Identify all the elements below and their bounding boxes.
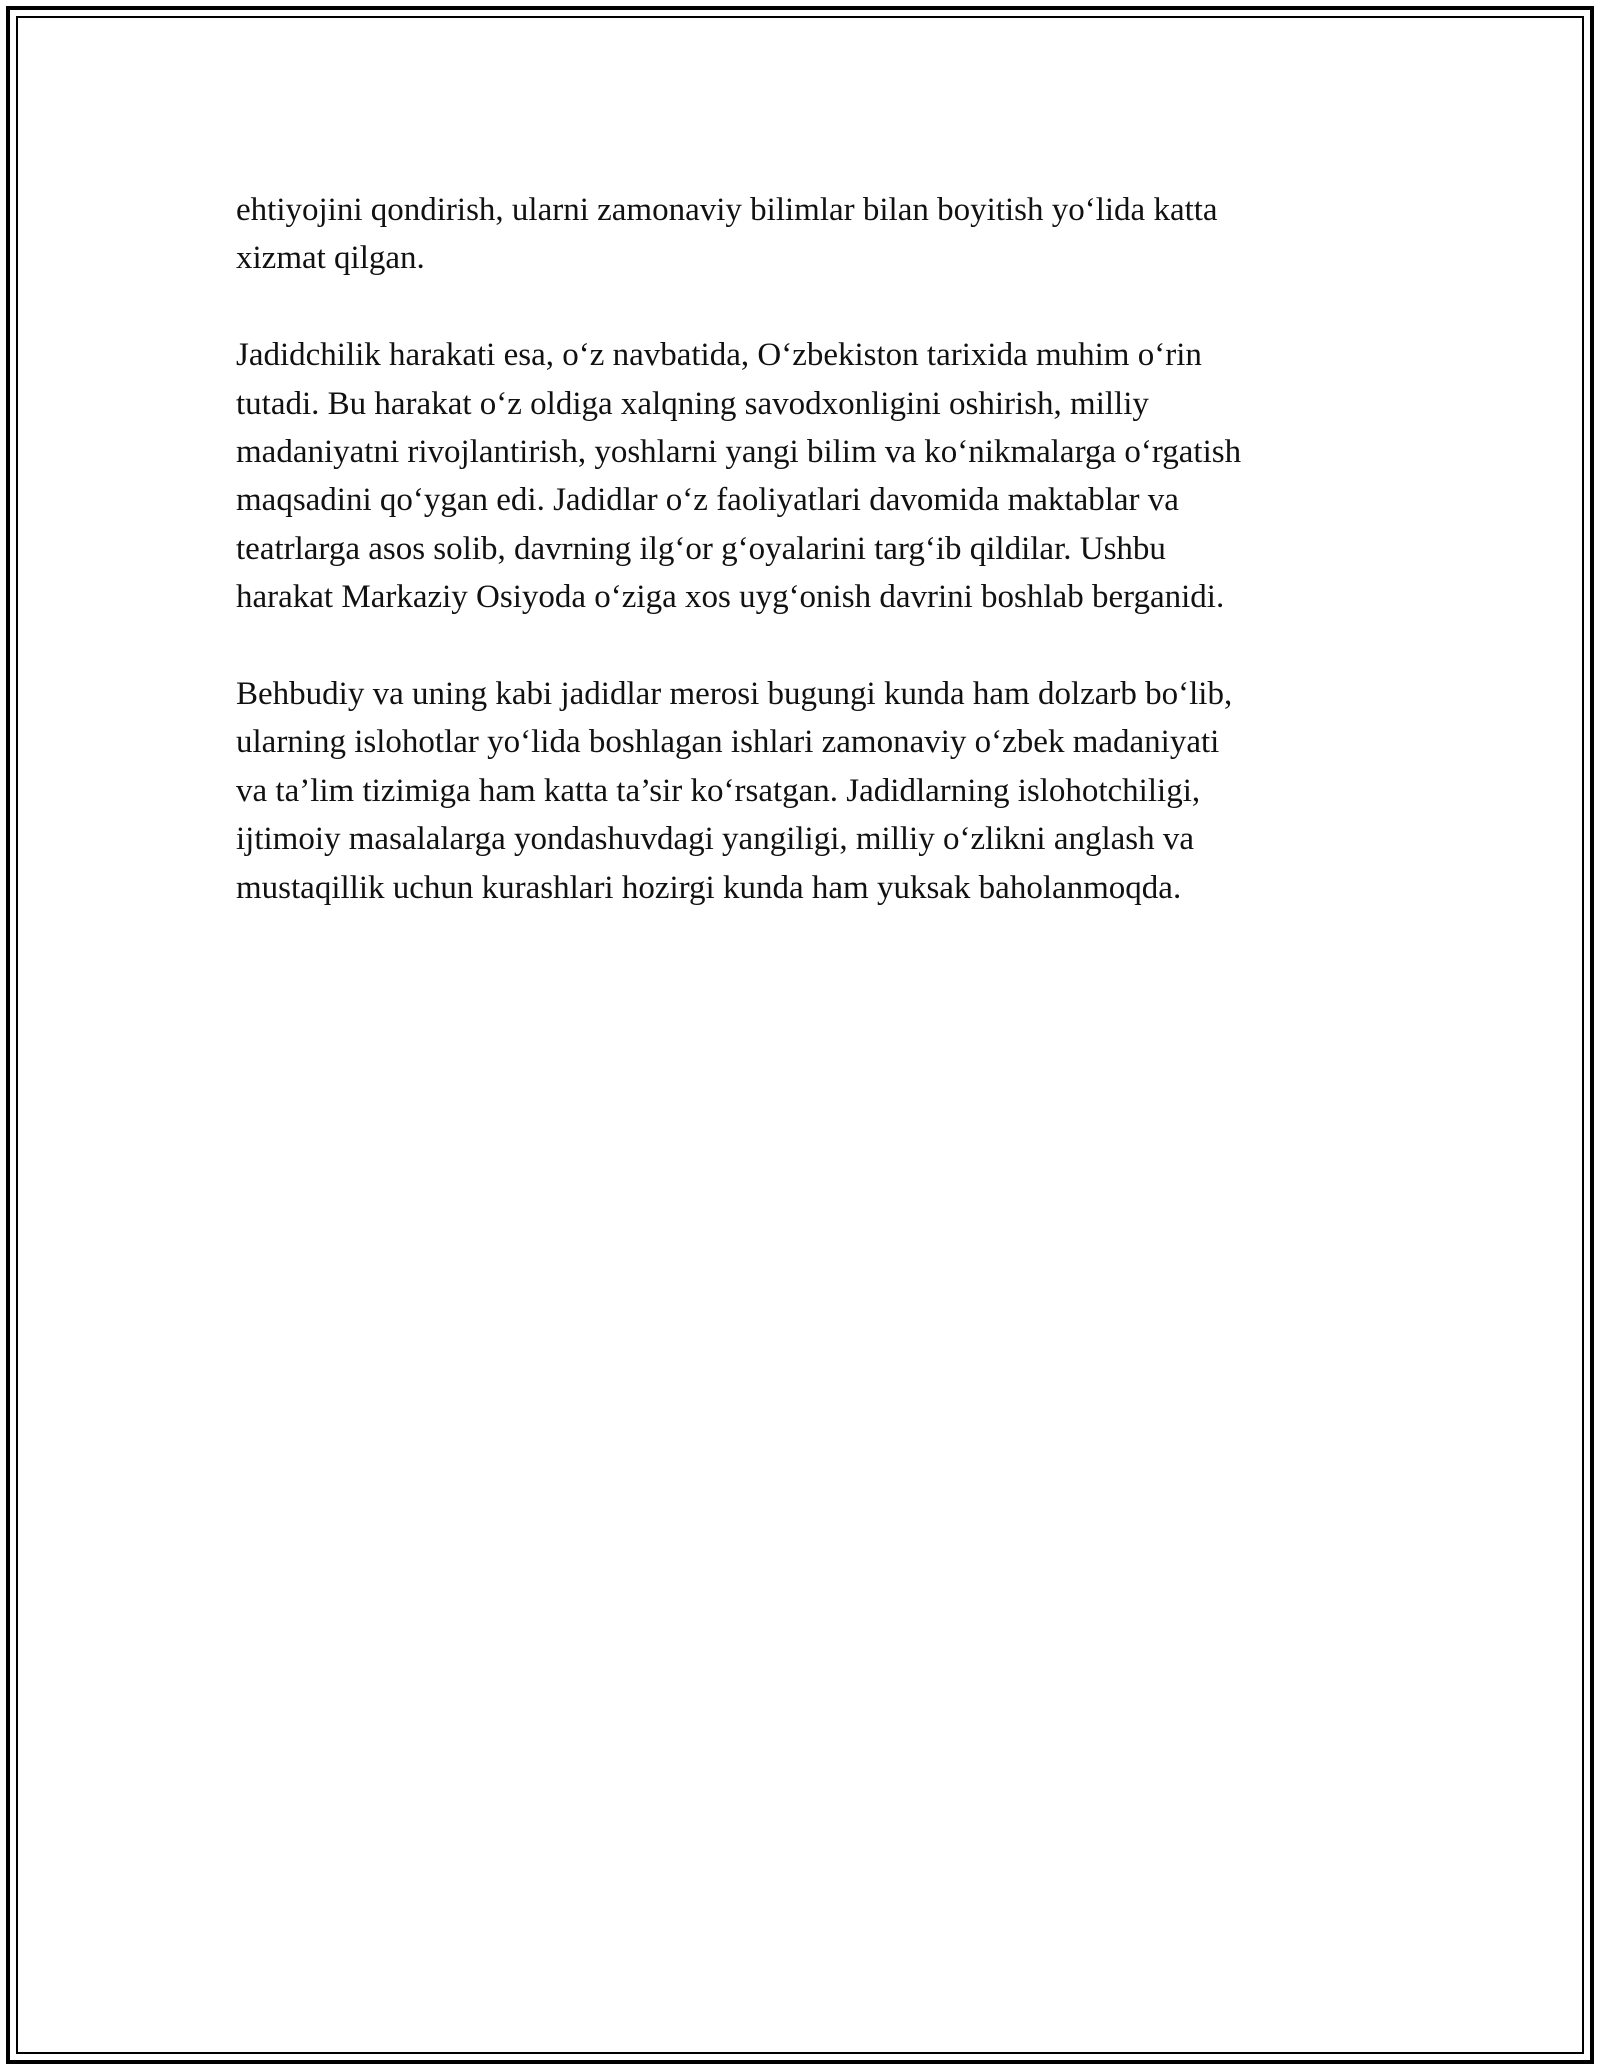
paragraph-continuation: ehtiyojini qondirish, ularni zamonaviy bilimlar bilan boyitish yo‘lida katta xizmat qilgan.: [236, 192, 1218, 277]
paragraph-behbudiy: Behbudiy va uning kabi jadidlar merosi bugungi kunda ham dolzarb bo‘lib, ularning islohotlar yo‘lida boshlagan ishlari zamonaviy o‘zbek madaniyati va ta’lim tizimiga ham katta ta’sir ko‘rsatgan. Jadidlarning islohotchiligi, ijtimoiy masalalarga yondashuvdagi yangiligi, milliy o‘zlikni anglash va mustaqillik uchun kurashlari hozirgi kunda ham yuksak baholanmoqda.: [236, 676, 1233, 906]
paragraph-jadidchilik: Jadidchilik harakati esa, o‘z navbatida, O‘zbekiston tarixida muhim o‘rin tutadi. Bu harakat o‘z oldiga xalqning savodxonligini oshirish, milliy madaniyatni rivojlantirish, yoshlarni yangi bilim va ko‘nikmalarga o‘rgatish maqsadini qo‘ygan edi. Jadidlar o‘z faoliyatlari davomida maktablar va teatrlarga asos solib, davrning ilg‘or g‘oyalarini targ‘ib qildilar. Ushbu harakat Markaziy Osiyoda o‘ziga xos uyg‘onish davrini boshlab berganidi.: [236, 337, 1242, 616]
document-body: [236, 186, 1376, 960]
